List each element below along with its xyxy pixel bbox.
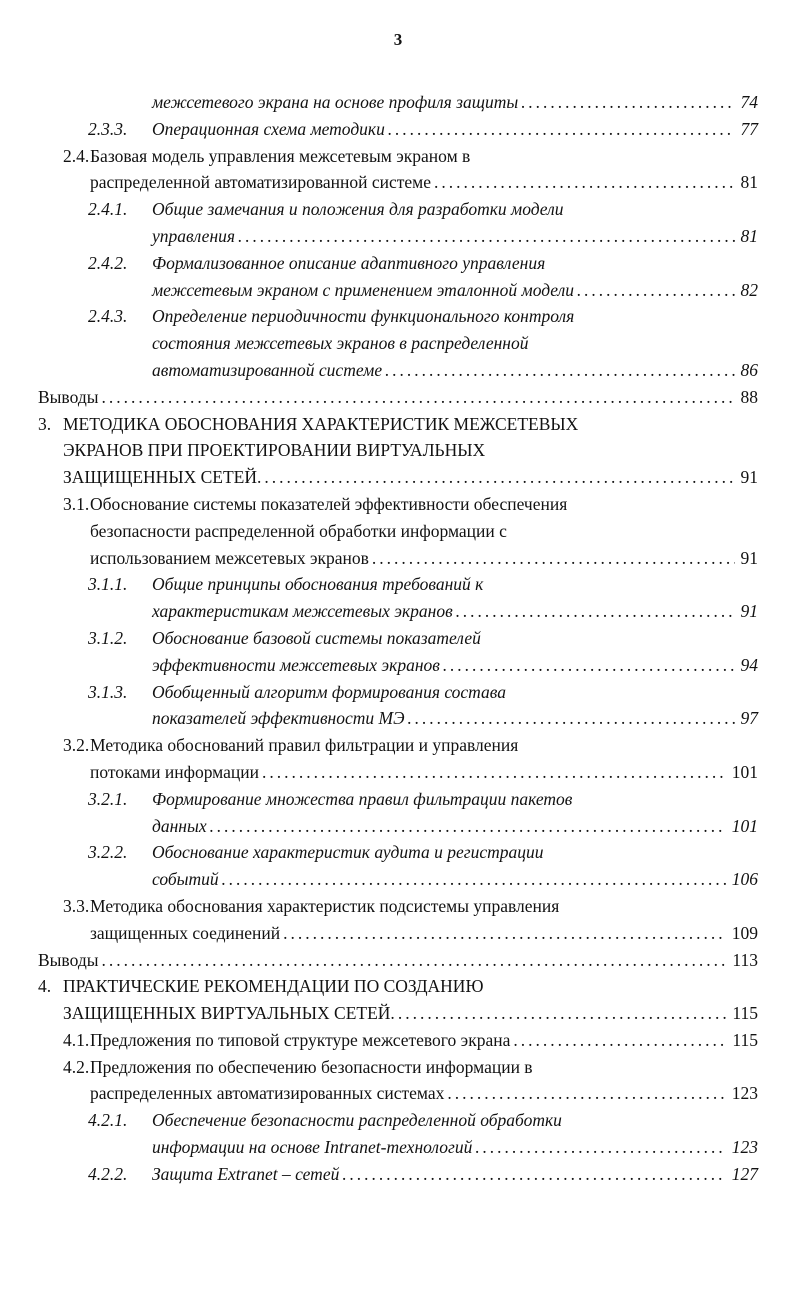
toc-entry-line xyxy=(90,518,758,545)
toc-entry-text: МЕТОДИКА ОБОСНОВАНИЯ ХАРАКТЕРИСТИК МЕЖСЕТЕВЫХ xyxy=(63,413,579,434)
toc-entry-number: 2.4.1. xyxy=(88,199,128,220)
toc-entry-number: 2.3.3. xyxy=(88,118,128,139)
toc-entry-line xyxy=(90,920,758,947)
toc-entry xyxy=(38,143,758,197)
toc-entry-text: Формализованное описание адаптивного управления xyxy=(152,252,546,273)
toc-entry xyxy=(38,786,758,840)
toc-entry-text: Определение периодичности функционального контроля xyxy=(152,306,575,327)
toc-entry-text: Обеспечение безопасности распределенной обработки xyxy=(152,1110,562,1131)
toc-entry-text: событий xyxy=(152,869,219,890)
toc-entry xyxy=(38,116,758,143)
toc-page-number: 82 xyxy=(740,279,758,300)
toc-page-number: 109 xyxy=(731,922,758,943)
toc-entry-number: 4.2.2. xyxy=(88,1163,128,1184)
toc-leader-dots xyxy=(456,598,735,625)
toc-leader-dots xyxy=(475,1134,725,1161)
toc-leader-dots xyxy=(443,652,735,679)
toc-page-number: 115 xyxy=(732,1003,758,1024)
toc-entry-text: межсетевым экраном с применением эталонной модели xyxy=(152,279,574,300)
toc-entry xyxy=(38,196,758,250)
toc-entry-text: Защита Extranet – сетей xyxy=(152,1163,340,1184)
toc-entry xyxy=(38,947,758,974)
toc-entry-line xyxy=(152,330,758,357)
toc-entry-text: управления xyxy=(152,225,236,246)
toc-entry-line xyxy=(88,625,758,652)
toc-page-number: 123 xyxy=(731,1137,758,1158)
toc-leader-dots xyxy=(434,169,735,196)
toc-page-number: 115 xyxy=(732,1029,758,1050)
toc-entry-number: 4. xyxy=(38,976,52,997)
toc-entry-text: Обобщенный алгоритм формирования состава xyxy=(152,681,507,702)
toc-entry-line xyxy=(88,571,758,598)
toc-leader-dots xyxy=(388,116,735,143)
toc-page-number: 86 xyxy=(740,359,758,380)
toc-page-number: 91 xyxy=(740,601,758,622)
toc-entry-line xyxy=(90,759,758,786)
toc-page-number: 123 xyxy=(731,1083,758,1104)
toc-entry-number: 3.2.2. xyxy=(88,842,128,863)
toc-entry xyxy=(38,679,758,733)
toc-entry-line xyxy=(90,1080,758,1107)
toc-page-number: 77 xyxy=(740,118,758,139)
toc-entry-number: 4.2.1. xyxy=(88,1110,128,1131)
toc-page-number: 91 xyxy=(740,467,758,488)
toc-leader-dots xyxy=(342,1161,725,1188)
toc-entry-number: 3.1. xyxy=(63,493,90,514)
toc-entry-number: 3.3. xyxy=(63,895,90,916)
toc-entry-text: межсетевого экрана на основе профиля защиты xyxy=(152,92,519,112)
toc-leader-dots xyxy=(210,813,726,840)
toc-page-number: 81 xyxy=(740,225,758,246)
toc-page-number: 94 xyxy=(740,654,758,675)
toc-entry-line xyxy=(88,679,758,706)
toc-entry-line xyxy=(90,169,758,196)
toc-entry xyxy=(38,89,758,116)
toc-entry-line xyxy=(63,491,758,518)
toc-entry-text: Предложения по типовой структуре межсетевого экрана xyxy=(90,1029,511,1050)
toc-entry-text: Базовая модель управления межсетевым экраном в xyxy=(90,145,471,166)
toc-entry-line xyxy=(152,866,758,893)
toc-leader-dots xyxy=(262,759,726,786)
toc-entry-line xyxy=(63,143,758,170)
toc-page-number: 81 xyxy=(740,172,758,193)
toc-leader-dots xyxy=(222,866,726,893)
toc-entry xyxy=(38,411,758,491)
toc-entry xyxy=(38,250,758,304)
toc-leader-dots xyxy=(283,920,726,947)
toc-entry-text: распределенных автоматизированных системах xyxy=(90,1083,445,1104)
toc-entry xyxy=(38,1107,758,1161)
toc-entry xyxy=(38,571,758,625)
toc-leader-dots xyxy=(101,384,734,411)
toc-entry-text: автоматизированной системе xyxy=(152,359,383,380)
toc-entry xyxy=(38,893,758,947)
toc-page-number: 97 xyxy=(740,708,758,729)
toc-entry-text: Методика обоснования характеристик подсистемы управления xyxy=(90,895,560,916)
toc-page-number: 91 xyxy=(740,547,758,568)
toc-page-number: 101 xyxy=(731,815,758,836)
toc-leader-dots xyxy=(372,545,735,572)
toc-entry xyxy=(38,303,758,383)
toc-entry-line xyxy=(88,786,758,813)
toc-entry-line xyxy=(63,1000,758,1027)
toc-entry-text: ЭКРАНОВ ПРИ ПРОЕКТИРОВАНИИ ВИРТУАЛЬНЫХ xyxy=(63,440,486,461)
toc-entry-number: 2.4.2. xyxy=(88,252,128,273)
toc-entry xyxy=(38,732,758,786)
toc-entry-text: характеристикам межсетевых экранов xyxy=(152,601,453,622)
page-number: 3 xyxy=(393,30,403,49)
toc-entry xyxy=(38,491,758,571)
toc-entry-line xyxy=(152,652,758,679)
toc-leader-dots xyxy=(398,1000,727,1027)
toc-leader-dots xyxy=(577,277,735,304)
toc-leader-dots xyxy=(521,89,734,116)
toc-entry-number: 4.2. xyxy=(63,1056,90,1077)
toc-page-number: 74 xyxy=(740,92,758,112)
toc-entry-line xyxy=(88,1107,758,1134)
toc-page-number: 101 xyxy=(731,761,758,782)
toc-entry-text: ЗАЩИЩЕННЫХ ВИРТУАЛЬНЫХ СЕТЕЙ. xyxy=(63,1003,395,1024)
toc-entry-text: защищенных соединений xyxy=(90,922,281,943)
toc-entry-line xyxy=(38,384,758,411)
toc-entry-line xyxy=(88,303,758,330)
toc-entry-line xyxy=(152,223,758,250)
toc-page-number: 113 xyxy=(732,949,758,970)
toc-entry-text: безопасности распределенной обработки информации с xyxy=(90,520,507,541)
toc-entry-line xyxy=(63,732,758,759)
toc-page-number: 106 xyxy=(731,869,758,890)
toc-entry-text: распределенной автоматизированной системе xyxy=(90,172,431,193)
toc-entry-line xyxy=(38,973,758,1000)
toc-entry-text: Методика обоснований правил фильтрации и управления xyxy=(90,735,519,756)
toc-entry xyxy=(38,625,758,679)
toc-entry xyxy=(38,384,758,411)
toc-entry-text: Общие замечания и положения для разработки модели xyxy=(152,199,564,220)
toc-entry-text: состояния межсетевых экранов в распределенной xyxy=(152,333,529,354)
toc-entry-text: Формирование множества правил фильтрации пакетов xyxy=(152,788,573,809)
toc-entry-text: Обоснование характеристик аудита и регистрации xyxy=(152,842,544,863)
toc-entry-text: потоками информации xyxy=(90,761,259,782)
toc-entry-line xyxy=(63,1054,758,1081)
toc-entry-number: 3.2.1. xyxy=(88,788,128,809)
toc-entry-line xyxy=(63,437,758,464)
toc-entry-number: 3.1.1. xyxy=(88,574,128,595)
toc-entry-text: ПРАКТИЧЕСКИЕ РЕКОМЕНДАЦИИ ПО СОЗДАНИЮ xyxy=(63,976,484,997)
toc-leader-dots xyxy=(238,223,734,250)
toc-entry-line xyxy=(152,357,758,384)
toc-entry-line xyxy=(38,947,758,974)
toc-list xyxy=(38,89,758,1188)
toc-entry-number: 3.1.3. xyxy=(88,681,128,702)
toc-page-number: 127 xyxy=(731,1163,758,1184)
toc-entry-text: Обоснование базовой системы показателей xyxy=(152,627,481,648)
toc-entry xyxy=(38,839,758,893)
toc-entry-number: 2.4. xyxy=(63,145,90,166)
toc-entry-line xyxy=(88,1161,758,1188)
toc-leader-dots xyxy=(385,357,734,384)
toc-entry-text: Выводы xyxy=(38,386,99,407)
toc-entry-line xyxy=(63,464,758,491)
toc-entry xyxy=(38,1054,758,1108)
toc-entry-text: показателей эффективности МЭ xyxy=(152,708,405,729)
toc-entry-line xyxy=(90,545,758,572)
toc-entry-text: ЗАЩИЩЕННЫХ СЕТЕЙ. xyxy=(63,467,262,488)
toc-entry-number: 4.1. xyxy=(63,1029,90,1050)
toc-entry-text: Общие принципы обоснования требований к xyxy=(152,574,484,595)
toc-leader-dots xyxy=(264,464,734,491)
toc-entry-line xyxy=(152,1134,758,1161)
toc-entry-line xyxy=(63,1027,758,1054)
toc-entry-line xyxy=(152,598,758,625)
toc-entry-number: 3.2. xyxy=(63,735,90,756)
toc-entry-number: 3.1.2. xyxy=(88,627,128,648)
toc-entry-text: данных xyxy=(152,815,207,836)
toc-entry-line xyxy=(63,893,758,920)
toc-entry-line xyxy=(152,813,758,840)
toc-entry-line xyxy=(88,116,758,143)
toc-leader-dots xyxy=(447,1080,725,1107)
toc-entry-line xyxy=(88,839,758,866)
toc-entry-line xyxy=(88,250,758,277)
toc-leader-dots xyxy=(513,1027,726,1054)
toc-entry-line xyxy=(152,705,758,732)
toc-entry-text: информации на основе Intranet-технологий xyxy=(152,1137,473,1158)
toc-entry xyxy=(38,1027,758,1054)
toc-entry-line xyxy=(88,196,758,223)
toc-entry-line xyxy=(38,411,758,438)
toc-entry xyxy=(38,973,758,1027)
toc-leader-dots xyxy=(408,705,735,732)
toc-entry-text: эффективности межсетевых экранов xyxy=(152,654,440,675)
toc-entry-text: Выводы xyxy=(38,949,99,970)
toc-entry-number: 2.4.3. xyxy=(88,306,128,327)
toc-entry-line xyxy=(152,89,758,116)
toc-entry-text: использованием межсетевых экранов xyxy=(90,547,369,568)
toc-entry-number: 3. xyxy=(38,413,52,434)
toc-entry-text: Операционная схема методики xyxy=(152,118,385,139)
toc-entry-text: Обоснование системы показателей эффективности обеспечения xyxy=(90,493,568,514)
toc-leader-dots xyxy=(101,947,726,974)
toc-page-number: 88 xyxy=(740,386,758,407)
toc-entry-text: Предложения по обеспечению безопасности информации в xyxy=(90,1056,533,1077)
toc-entry-line xyxy=(152,277,758,304)
toc-entry xyxy=(38,1161,758,1188)
